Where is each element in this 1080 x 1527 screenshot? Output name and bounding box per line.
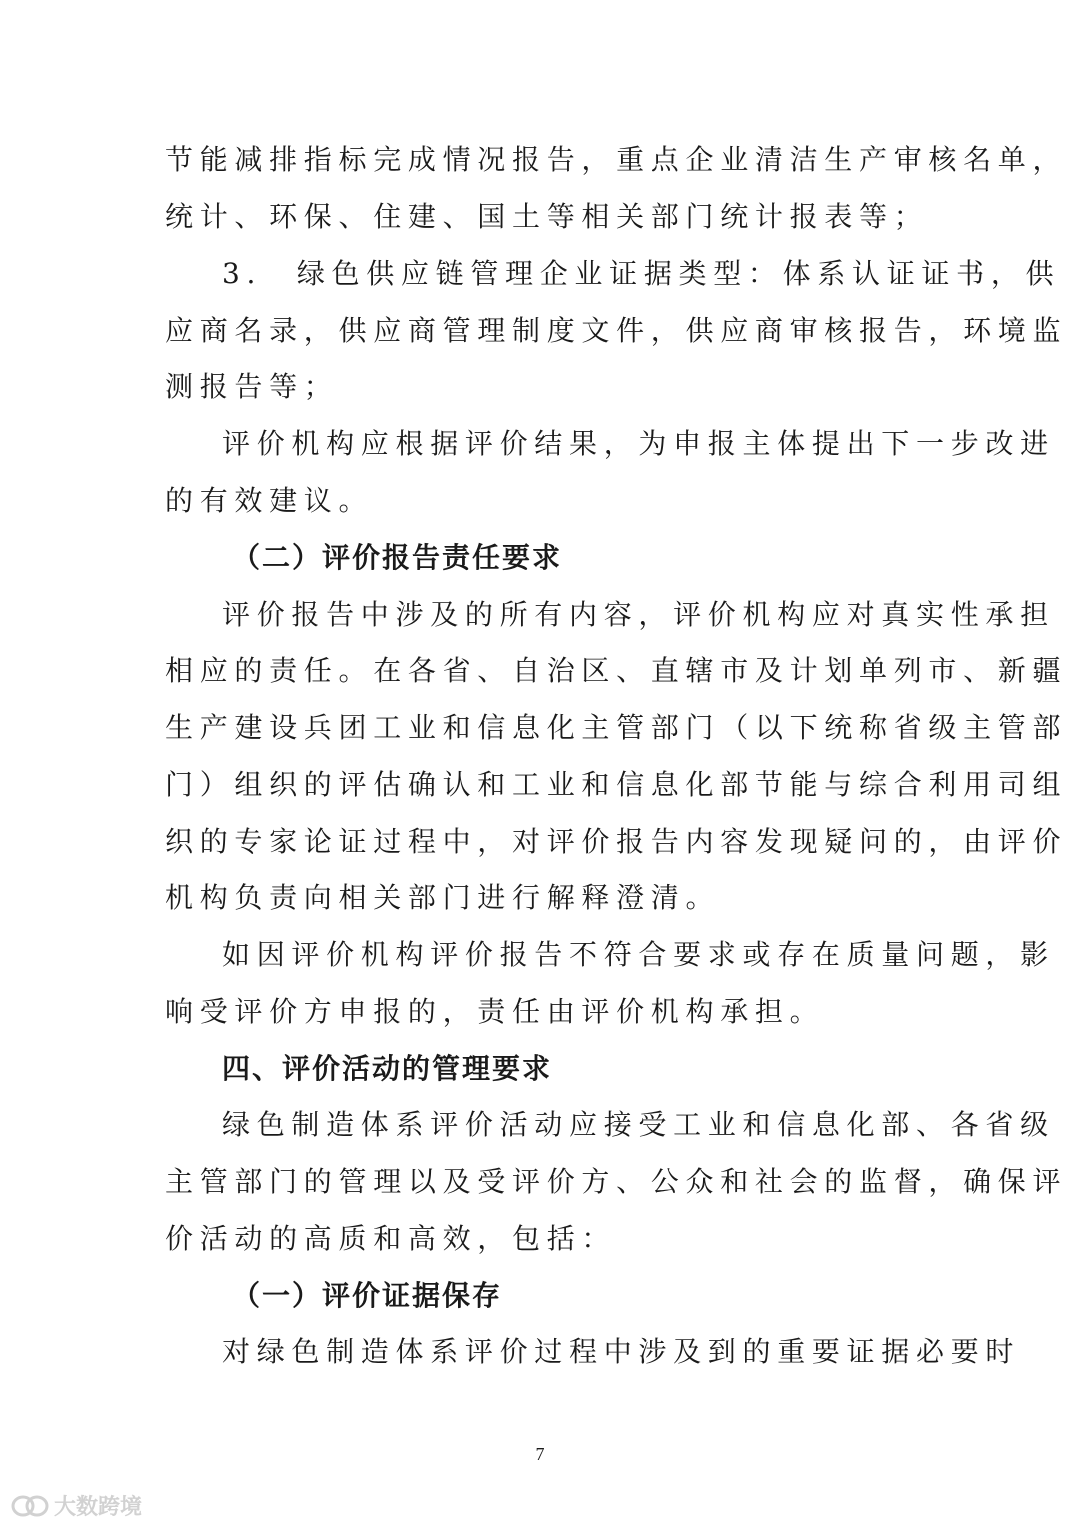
body-text-line: 应商名录，供应商管理制度文件，供应商审核报告，环境监 xyxy=(165,314,1068,347)
watermark xyxy=(10,1490,142,1521)
body-text-line: 节能减排指标完成情况报告，重点企业清洁生产审核名单， xyxy=(165,143,1068,176)
subsection-heading: （二）评价报告责任要求 xyxy=(232,541,563,574)
body-text-line: 相应的责任。在各省、自治区、直辖市及计划单列市、新疆 xyxy=(165,654,1068,687)
body-text-line: 响受评价方申报的，责任由评价机构承担。 xyxy=(165,995,825,1028)
body-text-line: 门）组织的评估确认和工业和信息化部节能与综合利用司组 xyxy=(165,768,1068,801)
body-text-line: 统计、环保、住建、国土等相关部门统计报表等； xyxy=(165,200,929,233)
subsection-heading: （一）评价证据保存 xyxy=(232,1279,503,1312)
body-text-line: 机构负责向相关部门进行解释澄清。 xyxy=(165,881,721,914)
paragraph-start: 评价机构应根据评价结果，为申报主体提出下一步改进 xyxy=(222,427,1055,460)
paragraph-start: 评价报告中涉及的所有内容，评价机构应对真实性承担 xyxy=(222,598,1055,631)
paragraph-start: 如因评价机构评价报告不符合要求或存在质量问题，影 xyxy=(222,938,1055,971)
watermark-text: 大数跨境 xyxy=(54,1495,143,1520)
body-text-line: 生产建设兵团工业和信息化主管部门（以下统称省级主管部 xyxy=(165,711,1068,744)
paragraph-start: 绿色制造体系评价活动应接受工业和信息化部、各省级 xyxy=(222,1108,1055,1141)
section-heading: 四、评价活动的管理要求 xyxy=(222,1052,553,1085)
body-text-line: 织的专家论证过程中，对评价报告内容发现疑问的，由评价 xyxy=(165,825,1068,858)
paragraph-start: 对绿色制造体系评价过程中涉及到的重要证据必要时 xyxy=(222,1335,1021,1368)
body-text-line: 主管部门的管理以及受评价方、公众和社会的监督，确保评 xyxy=(165,1165,1068,1198)
body-text-line: 测报告等； xyxy=(165,370,339,403)
body-text-line: 价活动的高质和高效，包括： xyxy=(165,1222,617,1255)
body-text-line: 的有效建议。 xyxy=(165,484,374,517)
list-item-3: 3. 绿色供应链管理企业证据类型：体系认证证书，供 xyxy=(222,257,1061,290)
page-number: 7 xyxy=(535,1444,545,1464)
brand-logo-icon xyxy=(10,1493,50,1519)
